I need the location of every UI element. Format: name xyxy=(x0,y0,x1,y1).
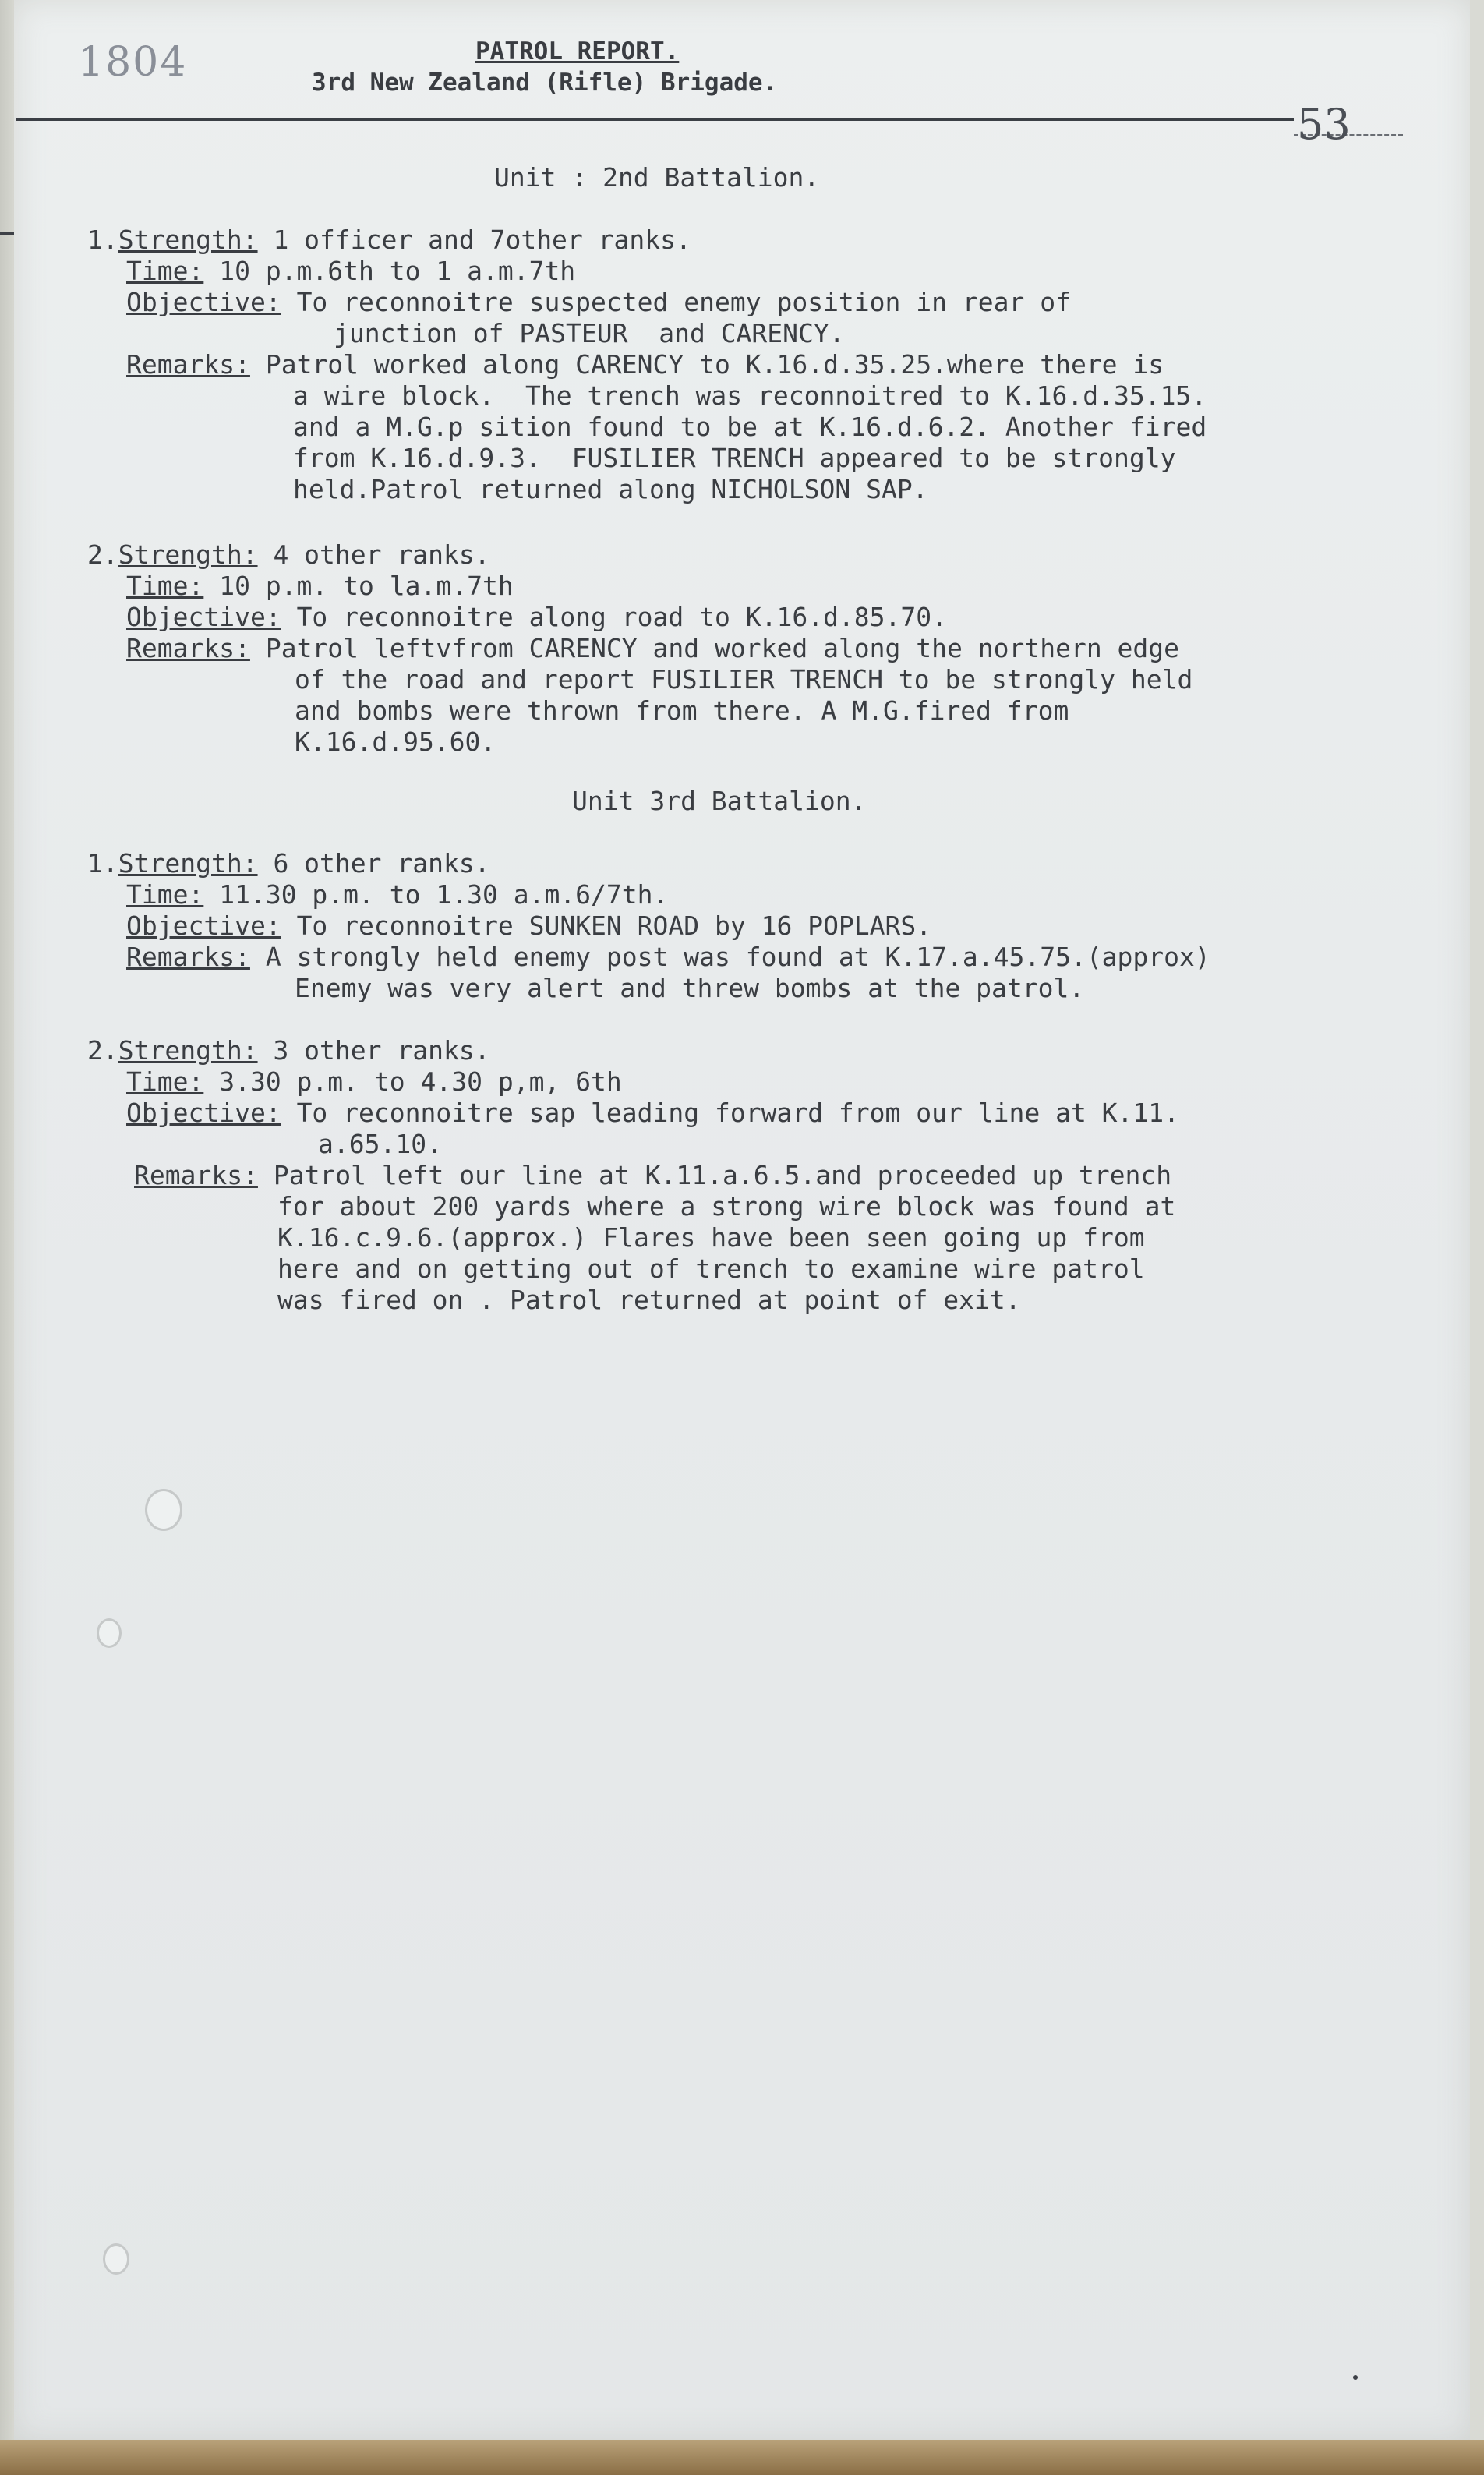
objective-label: Objective: xyxy=(126,287,281,317)
remarks-text: Patrol left our line at K.11.a.6.5.and proceeded up trench xyxy=(273,1160,1172,1190)
remarks-text: of the road and report FUSILIER TRENCH to be strongly held xyxy=(295,664,1193,695)
time-value: 10 p.m.6th to 1 a.m.7th xyxy=(219,256,576,286)
remarks-text: Patrol leftvfrom CARENCY and worked along the northern edge xyxy=(265,633,1180,663)
patrol-remarks-line xyxy=(134,1160,1171,1191)
time-label: Time: xyxy=(126,1066,204,1097)
ink-dot xyxy=(1353,2375,1358,2380)
remarks-text: and bombs were thrown from there. A M.G.fired from xyxy=(295,695,1069,726)
strength-label: Strength: xyxy=(118,225,258,255)
punch-hole xyxy=(103,2243,129,2275)
patrol-time-line xyxy=(126,1066,622,1098)
remarks-text: a wire block. The trench was reconnoitred to K.16.d.35.15. xyxy=(293,380,1207,411)
strength-value: 3 other ranks. xyxy=(273,1035,490,1066)
patrol-remarks-line xyxy=(126,349,1164,380)
report-title: PATROL REPORT. xyxy=(475,37,680,65)
objective-label: Objective: xyxy=(126,1098,281,1128)
patrol-remarks-line xyxy=(126,942,1210,973)
remarks-text: and a M.G.p sition found to be at K.16.d.6.2. Another fired xyxy=(293,412,1207,442)
strength-label: Strength: xyxy=(118,539,258,570)
time-label: Time: xyxy=(126,256,204,286)
remarks-text: from K.16.d.9.3. FUSILIER TRENCH appeared to be strongly xyxy=(293,443,1176,473)
strength-value: 1 officer and 7other ranks. xyxy=(273,225,691,255)
strength-label: Strength: xyxy=(118,1035,258,1066)
remarks-text: held.Patrol returned along NICHOLSON SAP. xyxy=(293,474,928,504)
patrol-time-line xyxy=(126,571,514,602)
strength-value: 4 other ranks. xyxy=(273,539,490,570)
page-number: 53 xyxy=(1297,100,1351,149)
patrol-strength-line xyxy=(87,848,490,879)
margin-mark xyxy=(0,232,14,235)
objective-text: junction of PASTEUR and CARENCY. xyxy=(334,318,845,348)
unit-heading: Unit : 2nd Battalion. xyxy=(494,162,820,193)
time-label: Time: xyxy=(126,571,204,601)
brigade-name: 3rd New Zealand (Rifle) Brigade. xyxy=(312,69,778,97)
remarks-label: Remarks: xyxy=(126,349,250,380)
patrol-objective-line xyxy=(126,910,931,942)
punch-hole xyxy=(97,1618,122,1648)
remarks-text: was fired on . Patrol returned at point of exit. xyxy=(277,1285,1021,1315)
remarks-text: Enemy was very alert and threw bombs at the patrol. xyxy=(295,973,1085,1003)
remarks-text: K.16.c.9.6.(approx.) Flares have been seen going up from xyxy=(277,1222,1145,1253)
time-value: 3.30 p.m. to 4.30 p,m, 6th xyxy=(219,1066,622,1097)
remarks-text: A strongly held enemy post was found at K.17.a.45.75.(approx) xyxy=(265,942,1210,972)
objective-label: Objective: xyxy=(126,910,281,941)
patrol-objective-line xyxy=(126,1098,1179,1129)
remarks-text: K.16.d.95.60. xyxy=(295,727,496,757)
remarks-label: Remarks: xyxy=(134,1160,258,1190)
patrol-number: 1. xyxy=(87,225,118,255)
remarks-label: Remarks: xyxy=(126,942,250,972)
objective-text: To reconnoitre SUNKEN ROAD by 16 POPLARS. xyxy=(296,910,932,941)
patrol-objective-line xyxy=(126,602,947,633)
remarks-text: Patrol worked along CARENCY to K.16.d.35.25.where there is xyxy=(265,349,1164,380)
patrol-strength-line xyxy=(87,1035,490,1066)
objective-text: To reconnoitre sap leading forward from our line at K.11. xyxy=(296,1098,1180,1128)
patrol-time-line xyxy=(126,256,575,287)
patrol-number: 2. xyxy=(87,539,118,570)
unit-heading: Unit 3rd Battalion. xyxy=(572,786,867,816)
patrol-strength-line xyxy=(87,225,691,256)
folio-number: 1804 xyxy=(78,39,188,86)
remarks-text: here and on getting out of trench to examine wire patrol xyxy=(277,1253,1145,1284)
patrol-number: 2. xyxy=(87,1035,118,1066)
desk-surface xyxy=(0,2440,1484,2475)
remarks-text: for about 200 yards where a strong wire block was found at xyxy=(277,1191,1176,1222)
patrol-time-line xyxy=(126,879,668,910)
strength-value: 6 other ranks. xyxy=(273,848,490,879)
punch-hole xyxy=(145,1489,182,1531)
patrol-remarks-line xyxy=(126,633,1179,664)
objective-label: Objective: xyxy=(126,602,281,632)
time-label: Time: xyxy=(126,879,204,910)
time-value: 10 p.m. to la.m.7th xyxy=(219,571,514,601)
objective-text: a.65.10. xyxy=(318,1129,442,1159)
header-rule xyxy=(16,118,1294,121)
objective-text: To reconnoitre along road to K.16.d.85.70. xyxy=(296,602,948,632)
time-value: 11.30 p.m. to 1.30 a.m.6/7th. xyxy=(219,879,669,910)
patrol-strength-line xyxy=(87,539,490,571)
patrol-objective-line xyxy=(126,287,1071,318)
strength-label: Strength: xyxy=(118,848,258,879)
objective-text: To reconnoitre suspected enemy position in rear of xyxy=(296,287,1071,317)
patrol-number: 1. xyxy=(87,848,118,879)
remarks-label: Remarks: xyxy=(126,633,250,663)
